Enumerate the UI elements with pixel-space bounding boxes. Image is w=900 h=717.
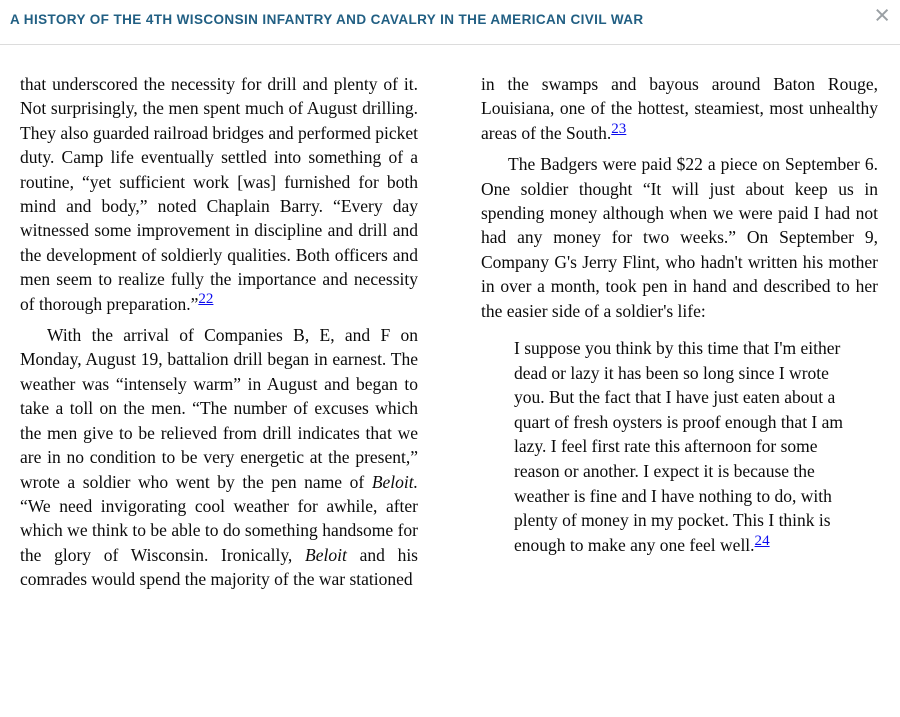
document-content: [0, 45, 900, 597]
dialog-header: [0, 0, 900, 45]
paragraph: in the swamps and bayous around Baton Rouge, Louisiana, one of the hottest, steamiest, most unhealthy areas of the South.23: [481, 74, 878, 143]
right-column: [481, 72, 878, 597]
footnote-link-24[interactable]: 24: [754, 532, 770, 549]
paragraph: that underscored the necessity for drill and plenty of it. Not surprisingly, the men spent much of August drilling. They also guarded railroad bridges and performed picket duty. Camp life eventually settled into something of a routine, “yet sufficient work [was] furnished for both mind and body,” noted Chaplain Barry. “Every day witnessed some improvement in discipline and drill and the development of soldierly qualities. Both officers and men seem to realize fully the importance and necessity of thorough preparation.”22: [20, 74, 418, 314]
paragraph: The Badgers were paid $22 a piece on September 6. One soldier thought “It will just about keep us in spending money although when we were paid I had not had any money for two weeks.” On September 9, Company G's Jerry Flint, who hadn't written his mother in over a month, took pen in hand and described to her the easier side of a soldier's life:: [481, 154, 878, 321]
footnote-link-23[interactable]: 23: [611, 120, 627, 137]
footnote-link-22[interactable]: 22: [198, 291, 214, 308]
page-title: A HISTORY OF THE 4TH WISCONSIN INFANTRY AND CAVALRY IN THE AMERICAN CIVIL WAR: [10, 12, 644, 27]
left-column: [20, 72, 418, 597]
paragraph: With the arrival of Companies B, E, and F on Monday, August 19, battalion drill began in earnest. The weather was “intensely warm” in August and began to take a toll on the men. “The number of excuses which the men give to be relieved from drill indicates that we are in no condition to be very energetic at the present,” wrote a soldier who went by the pen name of Beloit. “We need invigorating cool weather for awhile, after which we think to be able to do something handsome for the glory of Wisconsin. Ironically, Beloit and his comrades would spend the majority of the war stationed: [20, 325, 418, 590]
block-quote: I suppose you think by this time that I'm either dead or lazy it has been so long since I wrote you. But the fact that I have just eaten about a quart of fresh oysters is proof enough that I am lazy. I feel first rate this afternoon for some reason or another. I expect it is because the weather is fine and I have nothing to do, with plenty of money in my pocket. This I think is enough to make any one feel well.24: [514, 338, 844, 555]
close-icon[interactable]: ×: [874, 0, 890, 30]
